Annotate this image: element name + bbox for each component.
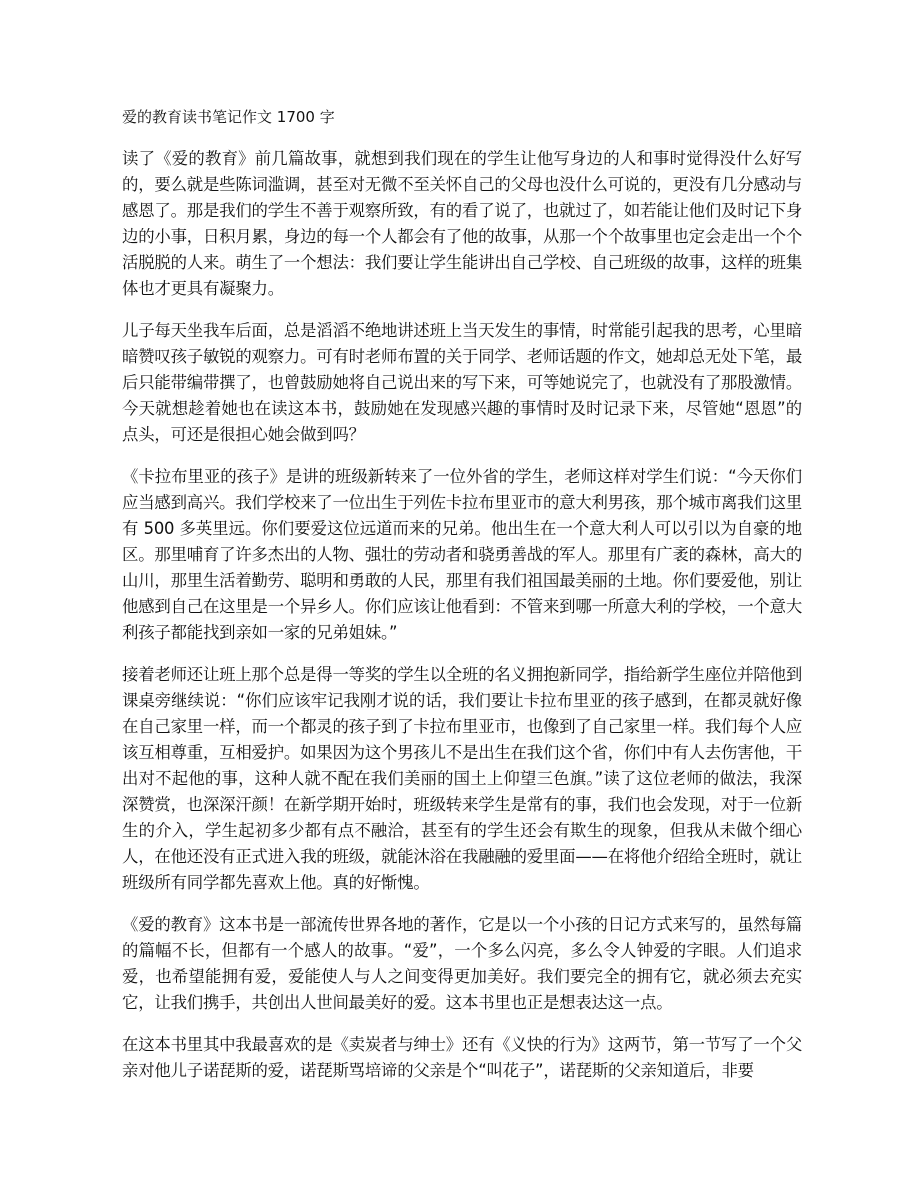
document-title: 爱的教育读书笔记作文 1700 字 — [122, 108, 335, 126]
paragraph-1: 读了《爱的教育》前几篇故事，就想到我们现在的学生让他写身边的人和事时觉得没什么好写的，要么就是些陈词滥调，甚至对无微不至关怀自己的父母也没什么可说的，更没有几分感动与感恩了。那是我们的学生不善于观察所致，有的看了说了，也就过了，如若能让他们及时记下身边的小事，日积月累，身边的每一个人都会有了他的故事，从那一个个故事里也定会走出一个个活脱脱的人来。萌生了一个想法：我们要让学生能讲出自己学校、自己班级的故事，这样的班集体也才更具有凝聚力。 — [122, 149, 803, 298]
paragraph-5: 《爱的教育》这本书是一部流传世界各地的著作，它是以一个小孩的日记方式来写的，虽然每篇的篇幅不长，但都有一个感人的故事。“爱”，一个多么闪亮，多么令人钟爱的字眼。人们追求爱，也希望能拥有爱，爱能使人与人之间变得更加美好。我们要完全的拥有它，就必须去充实它，让我们携手，共创出人世间最美好的爱。这本书里也正是想表达这一点。 — [122, 915, 803, 1012]
paragraph-3: 《卡拉布里亚的孩子》是讲的班级新转来了一位外省的学生，老师这样对学生们说：“今天你们应当感到高兴。我们学校来了一位出生于列佐卡拉布里亚市的意大利男孩，那个城市离我们这里有 500 多英里远。你们要爱这位远道而来的兄弟。他出生在一个意大利人可以引以为自豪的地区。那里哺育了许多杰出的人物、强壮的劳动者和骁勇善战的军人。那里有广袤的森林，高大的山川，那里生活着勤劳、聪明和勇敢的人民，那里有我们祖国最美丽的土地。你们要爱他，别让他感到自己在这里是一个异乡人。你们应该让他看到：不管来到哪一所意大利的学校，一个意大利孩子都能找到亲如一家的兄弟姐妹。” — [122, 467, 803, 642]
paragraph-2: 儿子每天坐我车后面，总是滔滔不绝地讲述班上当天发生的事情，时常能引起我的思考，心里暗暗赞叹孩子敏锐的观察力。可有时老师布置的关于同学、老师话题的作文，她却总无处下笔，最后只能带编带撰了，也曾鼓励她将自己说出来的写下来，可等她说完了，也就没有了那股激情。今天就想趁着她也在读这本书，鼓励她在发现感兴趣的事情时及时记录下来，尽管她“恩恩”的点头，可还是很担心她会做到吗？ — [122, 321, 803, 444]
document-page — [122, 104, 802, 1100]
paragraph-6: 在这本书里其中我最喜欢的是《卖炭者与绅士》还有《义快的行为》这两节，第一节写了一个父亲对他儿子诺琵斯的爱，诺琵斯骂培谛的父亲是个“叫花子”，诺琵斯的父亲知道后，非要 — [122, 1035, 803, 1080]
paragraph-4: 接着老师还让班上那个总是得一等奖的学生以全班的名义拥抱新同学，指给新学生座位并陪他到课桌旁继续说：“你们应该牢记我刚才说的话，我们要让卡拉布里亚的孩子感到，在都灵就好像在自己家里一样，而一个都灵的孩子到了卡拉布里亚市，也像到了自己家里一样。我们每个人应该互相尊重，互相爱护。如果因为这个男孩儿不是出生在我们这个省，你们中有人去伤害他，干出对不起他的事，这种人就不配在我们美丽的国土上仰望三色旗。”读了这位老师的做法，我深深赞赏，也深深汗颜！在新学期开始时，班级转来学生是常有的事，我们也会发现，对于一位新生的介入，学生起初多少都有点不融洽，甚至有的学生还会有欺生的现象，但我从未做个细心人，在他还没有正式进入我的班级，就能沐浴在我融融的爱里面——在将他介绍给全班时，就让班级所有同学都先喜欢上他。真的好惭愧。 — [122, 665, 803, 892]
